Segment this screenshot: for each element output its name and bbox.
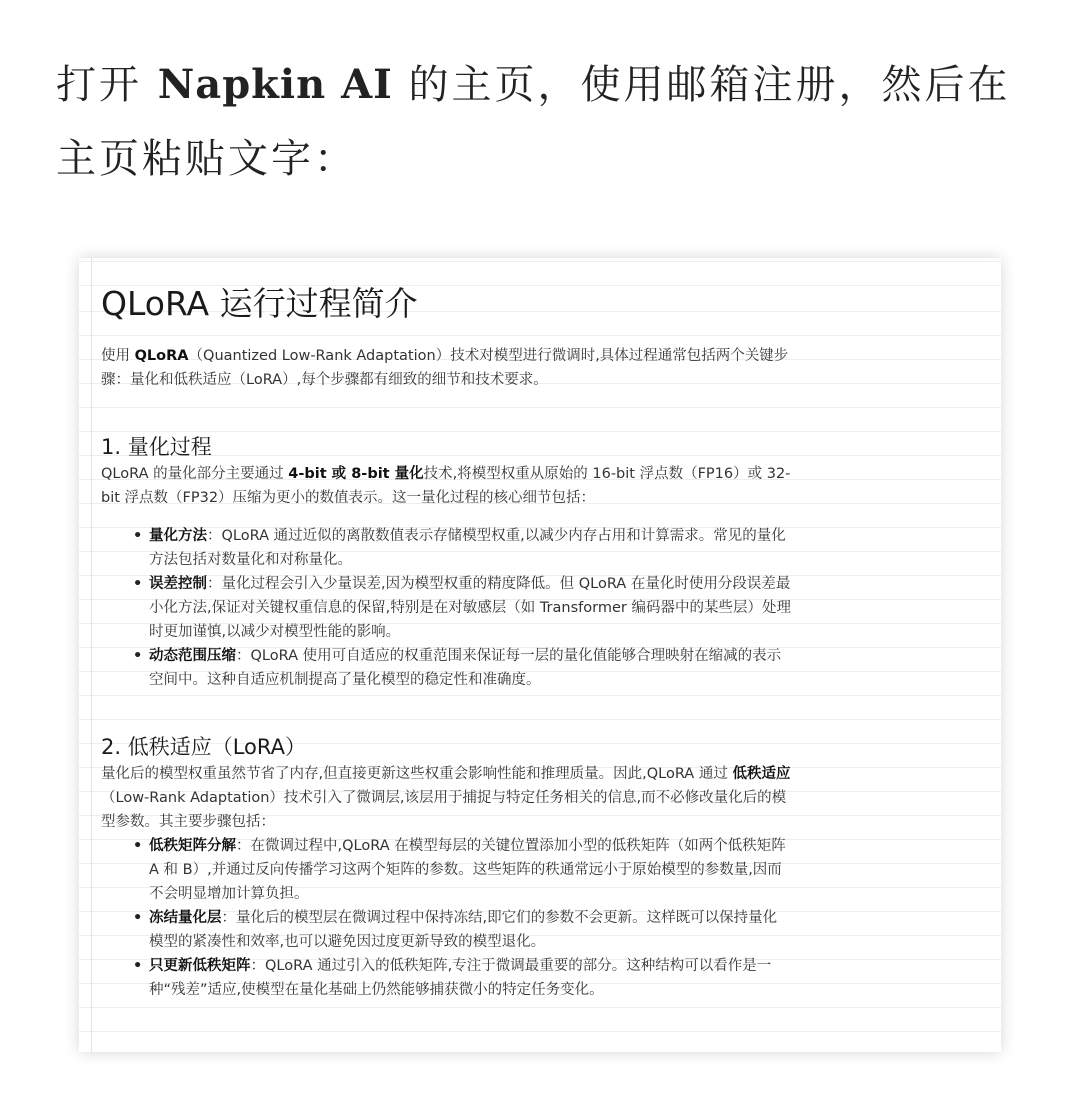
s1-p-b: 4-bit 或 8-bit 量化 — [288, 466, 424, 482]
list-item-bold: 只更新低秩矩阵 — [149, 958, 251, 974]
document-content — [101, 282, 791, 1002]
list-item-text: ：量化后的模型层在微调过程中保持冻结,即它们的参数不会更新。这样既可以保持量化模型的紧凑性和效率,也可以避免因过度更新导致的模型退化。 — [149, 910, 778, 950]
doc-intro-c: （Quantized Low-Rank Adaptation）技术对模型进行微调时,具体过程通常包括两个关键步骤：量化和低秩适应（LoRA）,每个步骤都有细致的细节和技术要求。 — [101, 348, 789, 388]
document-screenshot — [79, 258, 1001, 1052]
s1-p-c: 技术,将模型权重从原始的 16-bit 浮点数（FP16）或 32-bit 浮点数（FP32）压缩为更小的数值表示。这一量化过程的核心细节包括： — [101, 466, 791, 506]
list-item-bold: 冻结量化层 — [149, 910, 222, 926]
list-item-bold: 量化方法 — [149, 528, 207, 544]
intro-brand: Napkin AI — [157, 61, 393, 108]
list-item — [133, 524, 791, 572]
s2-p-b: 低秩适应 — [732, 766, 791, 782]
list-item — [133, 834, 791, 906]
intro-text-2: 的主页，使用邮箱注册，然后在主页粘贴文字： — [56, 62, 1011, 182]
intro-instruction — [56, 48, 1036, 196]
doc-intro-paragraph — [101, 344, 791, 392]
list-item — [133, 572, 791, 644]
s1-p-a: QLoRA 的量化部分主要通过 — [101, 466, 289, 482]
intro-text-1: 打开 — [56, 62, 158, 108]
bullet-icon: • — [133, 648, 143, 664]
doc-intro-a: 使用 — [101, 348, 135, 364]
section-2-heading: 2. 低秩适应（LoRA） — [101, 735, 306, 759]
list-item-bold: 误差控制 — [149, 576, 207, 592]
section-1-list — [101, 524, 791, 692]
list-item-text: ：QLoRA 通过近似的离散数值表示存储模型权重,以减少内存占用和计算需求。常见的量化方法包括对数量化和对称量化。 — [149, 528, 786, 568]
bullet-icon: • — [133, 910, 143, 926]
list-item-text: ：在微调过程中,QLoRA 在模型每层的关键位置添加小型的低秩矩阵（如两个低秩矩阵 A 和 B）,并通过反向传播学习这两个矩阵的参数。这些矩阵的秩通常远小于原始模型的参数量,因而不会明显增加计算负担。 — [149, 838, 786, 902]
list-item-text: ：QLoRA 通过引入的低秩矩阵,专注于微调最重要的部分。这种结构可以看作是一种“残差”适应,使模型在量化基础上仍然能够捕获微小的特定任务变化。 — [149, 958, 772, 998]
bullet-icon: • — [133, 576, 143, 592]
doc-intro-b: QLoRA — [134, 348, 189, 364]
list-item-text: ：QLoRA 使用可自适应的权重范围来保证每一层的量化值能够合理映射在缩减的表示空间中。这种自适应机制提高了量化模型的稳定性和准确度。 — [149, 648, 782, 688]
section-1-paragraph — [101, 462, 791, 510]
list-item-text: ：量化过程会引入少量误差,因为模型权重的精度降低。但 QLoRA 在量化时使用分段误差最小化方法,保证对关键权重信息的保留,特别是在对敏感层（如 Transformer 编码器中的某些层）处理时更加谨慎,以减少对模型性能的影响。 — [149, 576, 791, 640]
bullet-icon: • — [133, 838, 143, 854]
list-item-bold: 动态范围压缩 — [149, 648, 236, 664]
s2-p-c: （Low-Rank Adaptation）技术引入了微调层,该层用于捕捉与特定任务相关的信息,而不必修改量化后的模型参数。其主要步骤包括： — [101, 790, 787, 830]
doc-title: QLoRA 运行过程简介 — [101, 284, 418, 323]
bullet-icon: • — [133, 958, 143, 974]
section-2-paragraph — [101, 762, 791, 834]
list-item — [133, 644, 791, 692]
section-1-heading: 1. 量化过程 — [101, 435, 212, 459]
section-2-list — [101, 834, 791, 1002]
bullet-icon: • — [133, 528, 143, 544]
list-item-bold: 低秩矩阵分解 — [149, 838, 236, 854]
list-item — [133, 906, 791, 954]
list-item — [133, 954, 791, 1002]
s2-p-a: 量化后的模型权重虽然节省了内存,但直接更新这些权重会影响性能和推理质量。因此,QLoRA 通过 — [101, 766, 733, 782]
